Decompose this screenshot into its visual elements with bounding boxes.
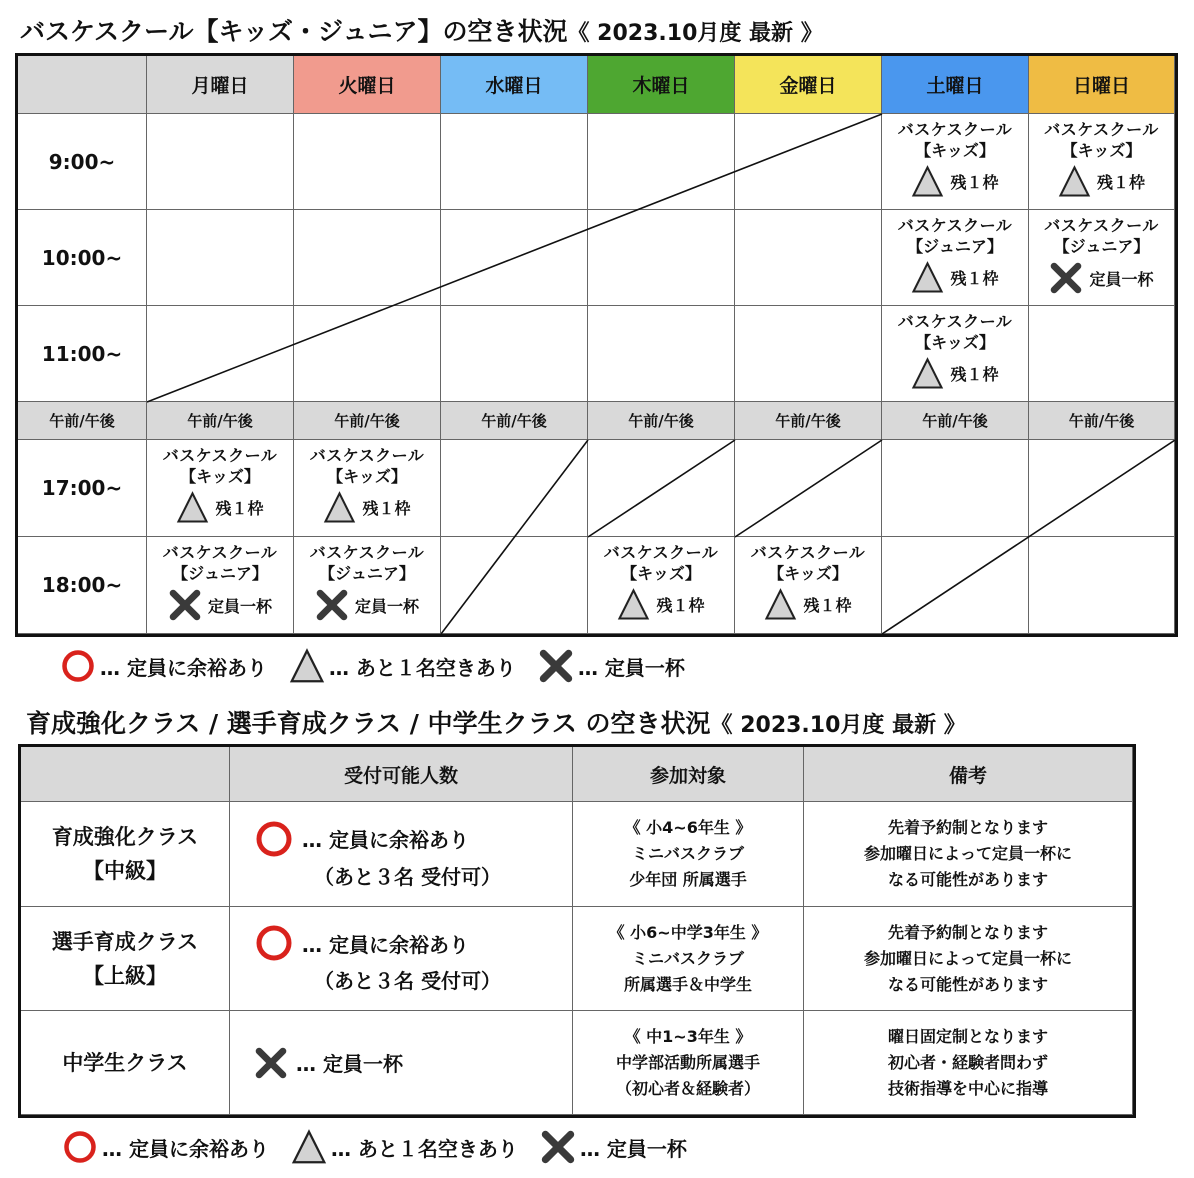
slot-fri_10 bbox=[735, 210, 882, 306]
slot-fri_9 bbox=[735, 114, 882, 210]
class-header-0 bbox=[21, 747, 230, 802]
capacity-status bbox=[254, 819, 469, 859]
capacity-text: … 定員に余裕あり bbox=[302, 828, 469, 852]
capacity-text: … 定員一杯 bbox=[296, 1052, 403, 1076]
class-capacity-cell bbox=[230, 907, 573, 1011]
slot-sat_17 bbox=[882, 440, 1029, 537]
slot-class-name: バスケスクール bbox=[897, 120, 1013, 139]
capacity-note: （あと３名 受付可） bbox=[314, 969, 501, 993]
time-label: 11:00~ bbox=[18, 306, 147, 402]
slot-sun_17 bbox=[1029, 440, 1175, 537]
legend-circle bbox=[62, 1129, 269, 1165]
slot-class-level: 【キッズ】 bbox=[621, 564, 701, 583]
slot-class-level: 【ジュニア】 bbox=[907, 237, 1003, 256]
target-line: 中学部活動所属選手 bbox=[615, 1052, 760, 1072]
triangle-icon bbox=[176, 491, 209, 524]
triangle-icon bbox=[291, 1129, 327, 1165]
class-slot-thu_18 bbox=[588, 537, 735, 634]
class-level: 【中級】 bbox=[83, 859, 167, 883]
target-line: ミニバスクラブ bbox=[631, 948, 744, 968]
legend-cross-text: … 定員一杯 bbox=[579, 1136, 687, 1161]
class-name: 育成強化クラス bbox=[51, 825, 199, 849]
ampm-label: 午前/午後 bbox=[588, 402, 735, 440]
cross-icon bbox=[254, 1046, 288, 1080]
triangle-icon bbox=[911, 261, 944, 294]
capacity-status bbox=[254, 923, 469, 963]
triangle-icon bbox=[617, 588, 650, 621]
legend-circle-text: … 定員に余裕あり bbox=[100, 655, 267, 680]
slot-status-text: 定員一杯 bbox=[207, 596, 272, 616]
class-title-text: 育成強化クラス / 選手育成クラス / 中学生クラス の空き状況 bbox=[26, 709, 711, 738]
day-header-sat: 土曜日 bbox=[882, 56, 1029, 114]
slot-status-text: 残１枠 bbox=[1096, 173, 1145, 192]
note-line: 参加曜日によって定員一杯に bbox=[863, 844, 1072, 863]
slot-class-level: 【キッズ】 bbox=[1061, 141, 1142, 160]
target-line: ミニバスクラブ bbox=[631, 844, 744, 863]
ampm-label: 午前/午後 bbox=[18, 402, 147, 440]
day-header-thu: 木曜日 bbox=[588, 56, 735, 114]
legend-bottom bbox=[62, 1129, 709, 1165]
note-line: 先着予約制となります bbox=[887, 818, 1048, 837]
slot-sat_18 bbox=[882, 537, 1029, 634]
ampm-label: 午前/午後 bbox=[1029, 402, 1175, 440]
slot-status bbox=[764, 588, 851, 621]
slot-class-level: 【ジュニア】 bbox=[1053, 237, 1150, 256]
legend-triangle-text: … あと１名空きあり bbox=[330, 1136, 518, 1161]
capacity-text: … 定員に余裕あり bbox=[302, 932, 469, 957]
day-header-mon: 月曜日 bbox=[147, 56, 294, 114]
slot-class-name: バスケスクール bbox=[897, 312, 1013, 331]
triangle-icon bbox=[323, 491, 356, 524]
schedule-title-text: バスケスクール【キッズ・ジュニア】の空き状況 bbox=[20, 17, 568, 46]
day-header-fri: 金曜日 bbox=[735, 56, 882, 114]
slot-status-text: 残１枠 bbox=[950, 269, 999, 288]
legend-triangle bbox=[291, 1129, 518, 1165]
schedule-title bbox=[20, 12, 823, 48]
slot-thu_17 bbox=[588, 440, 735, 537]
note-line: 技術指導を中心に指導 bbox=[887, 1078, 1048, 1098]
triangle-icon bbox=[289, 648, 325, 684]
legend-cross bbox=[538, 648, 685, 684]
slot-fri_11 bbox=[735, 306, 882, 402]
slot-status-text: 定員一杯 bbox=[354, 596, 419, 616]
slot-class-level: 【キッズ】 bbox=[915, 333, 995, 352]
class-capacity-cell bbox=[230, 802, 573, 907]
target-line: 《 小4~6年生 》 bbox=[624, 818, 752, 837]
class-header-1: 受付可能人数 bbox=[230, 747, 573, 802]
header-corner bbox=[18, 56, 147, 114]
time-label: 17:00~ bbox=[18, 440, 147, 537]
slot-class-name: バスケスクール bbox=[897, 216, 1013, 235]
slot-class-level: 【ジュニア】 bbox=[172, 564, 268, 583]
slot-thu_10 bbox=[588, 210, 735, 306]
cross-icon bbox=[540, 1129, 576, 1165]
target-line: 少年団 所属選手 bbox=[629, 870, 747, 889]
slot-class-name: バスケスクール bbox=[162, 446, 278, 465]
legend-cross bbox=[540, 1129, 687, 1165]
target-line: 《 中1~3年生 》 bbox=[624, 1026, 752, 1046]
day-header-sun: 日曜日 bbox=[1029, 56, 1175, 114]
note-line: 先着予約制となります bbox=[887, 922, 1048, 942]
class-slot-sun_9 bbox=[1029, 114, 1175, 210]
class-target-cell bbox=[573, 907, 804, 1011]
class-name: 選手育成クラス bbox=[51, 929, 199, 954]
slot-tue_9 bbox=[294, 114, 441, 210]
slot-class-name: バスケスクール bbox=[1044, 216, 1159, 235]
slot-status bbox=[911, 165, 998, 198]
slot-status bbox=[617, 588, 704, 621]
slot-mon_10 bbox=[147, 210, 294, 306]
class-header-3: 備考 bbox=[804, 747, 1133, 802]
slot-thu_11 bbox=[588, 306, 735, 402]
slot-status bbox=[1058, 165, 1145, 198]
cross-icon bbox=[1049, 261, 1083, 295]
slot-status bbox=[911, 357, 998, 390]
ampm-label: 午前/午後 bbox=[294, 402, 441, 440]
target-line: 《 小6~中学3年生 》 bbox=[608, 922, 768, 942]
slot-status bbox=[168, 588, 272, 622]
slot-mon_11 bbox=[147, 306, 294, 402]
time-label: 10:00~ bbox=[18, 210, 147, 306]
triangle-icon bbox=[911, 165, 944, 198]
slot-sun_18 bbox=[1029, 537, 1175, 634]
schedule-subtitle: 《 2023.10月度 最新 》 bbox=[567, 21, 823, 46]
cross-icon bbox=[538, 648, 574, 684]
slot-status-text: 定員一杯 bbox=[1089, 269, 1154, 289]
slot-status bbox=[176, 491, 263, 524]
day-header-wed: 水曜日 bbox=[441, 56, 588, 114]
slot-wed_17 bbox=[441, 440, 588, 537]
class-level: 【上級】 bbox=[83, 963, 167, 988]
legend-triangle-text: … あと１名空きあり bbox=[328, 655, 516, 680]
class-target-cell bbox=[573, 1011, 804, 1115]
class-capacity-cell bbox=[230, 1011, 573, 1115]
slot-status-text: 残１枠 bbox=[950, 173, 999, 192]
class-table bbox=[18, 744, 1136, 1118]
slot-class-level: 【キッズ】 bbox=[327, 467, 407, 486]
class-slot-sat_10 bbox=[882, 210, 1029, 306]
slot-status bbox=[911, 261, 998, 294]
slot-mon_9 bbox=[147, 114, 294, 210]
class-slot-tue_17 bbox=[294, 440, 441, 537]
class-slot-sat_9 bbox=[882, 114, 1029, 210]
circle-icon bbox=[62, 1129, 98, 1165]
slot-class-level: 【キッズ】 bbox=[768, 564, 848, 583]
slot-tue_11 bbox=[294, 306, 441, 402]
slot-thu_9 bbox=[588, 114, 735, 210]
slot-class-level: 【キッズ】 bbox=[915, 141, 995, 160]
slot-status-text: 残１枠 bbox=[950, 365, 999, 384]
legend-triangle bbox=[289, 648, 516, 684]
time-label: 18:00~ bbox=[18, 537, 147, 634]
class-slot-sun_10 bbox=[1029, 210, 1175, 306]
slot-class-name: バスケスクール bbox=[309, 543, 425, 562]
class-name: 中学生クラス bbox=[62, 1050, 188, 1075]
class-notes-cell bbox=[804, 802, 1133, 907]
time-label: 9:00~ bbox=[18, 114, 147, 210]
legend-circle bbox=[60, 648, 267, 684]
day-header-tue: 火曜日 bbox=[294, 56, 441, 114]
legend-cross-text: … 定員一杯 bbox=[577, 655, 685, 680]
cross-icon bbox=[168, 588, 202, 622]
slot-class-name: バスケスクール bbox=[309, 446, 425, 465]
slot-status bbox=[315, 588, 419, 622]
slot-fri_17 bbox=[735, 440, 882, 537]
note-line: 初心者・経験者問わず bbox=[887, 1052, 1048, 1072]
slot-class-name: バスケスクール bbox=[1044, 120, 1159, 139]
capacity-note: （あと３名 受付可） bbox=[314, 864, 501, 889]
slot-wed_11 bbox=[441, 306, 588, 402]
slot-status-text: 残１枠 bbox=[803, 596, 852, 615]
slot-status-text: 残１枠 bbox=[656, 596, 705, 615]
slot-status bbox=[1049, 261, 1153, 295]
class-slot-mon_18 bbox=[147, 537, 294, 634]
circle-icon bbox=[254, 819, 294, 859]
ampm-label: 午前/午後 bbox=[735, 402, 882, 440]
target-line: （初心者＆経験者） bbox=[615, 1078, 760, 1098]
class-slot-fri_18 bbox=[735, 537, 882, 634]
slot-status-text: 残１枠 bbox=[215, 499, 264, 518]
slot-class-level: 【キッズ】 bbox=[180, 467, 260, 486]
ampm-label: 午前/午後 bbox=[147, 402, 294, 440]
slot-wed_10 bbox=[441, 210, 588, 306]
schedule-grid bbox=[15, 53, 1178, 637]
slot-status-text: 残１枠 bbox=[362, 499, 411, 518]
class-notes-cell bbox=[804, 907, 1133, 1011]
capacity-status bbox=[254, 1046, 403, 1080]
ampm-label: 午前/午後 bbox=[441, 402, 588, 440]
slot-class-name: バスケスクール bbox=[603, 543, 719, 562]
slot-tue_10 bbox=[294, 210, 441, 306]
class-name-cell bbox=[21, 802, 230, 907]
legend-circle-text: … 定員に余裕あり bbox=[102, 1136, 269, 1161]
slot-wed_18 bbox=[441, 537, 588, 634]
ampm-label: 午前/午後 bbox=[882, 402, 1029, 440]
slot-class-level: 【ジュニア】 bbox=[319, 564, 415, 583]
class-notes-cell bbox=[804, 1011, 1133, 1115]
class-slot-sat_11 bbox=[882, 306, 1029, 402]
triangle-icon bbox=[1058, 165, 1091, 198]
circle-icon bbox=[60, 648, 96, 684]
class-name-cell bbox=[21, 907, 230, 1011]
slot-class-name: バスケスクール bbox=[162, 543, 278, 562]
slot-wed_9 bbox=[441, 114, 588, 210]
note-line: なる可能性があります bbox=[887, 870, 1048, 889]
class-name-cell bbox=[21, 1011, 230, 1115]
note-line: 曜日固定制となります bbox=[887, 1026, 1048, 1046]
target-line: 所属選手＆中学生 bbox=[623, 974, 752, 994]
class-slot-mon_17 bbox=[147, 440, 294, 537]
triangle-icon bbox=[911, 357, 944, 390]
note-line: なる可能性があります bbox=[887, 974, 1048, 994]
slot-status bbox=[323, 491, 410, 524]
cross-icon bbox=[315, 588, 349, 622]
class-subtitle: 《 2023.10月度 最新 》 bbox=[710, 713, 966, 738]
class-header-2: 参加対象 bbox=[573, 747, 804, 802]
legend-top bbox=[60, 648, 707, 684]
circle-icon bbox=[254, 923, 294, 963]
note-line: 参加曜日によって定員一杯に bbox=[863, 948, 1072, 968]
class-slot-tue_18 bbox=[294, 537, 441, 634]
slot-class-name: バスケスクール bbox=[750, 543, 866, 562]
triangle-icon bbox=[764, 588, 797, 621]
class-target-cell bbox=[573, 802, 804, 907]
class-title bbox=[26, 704, 966, 740]
slot-sun_11 bbox=[1029, 306, 1175, 402]
